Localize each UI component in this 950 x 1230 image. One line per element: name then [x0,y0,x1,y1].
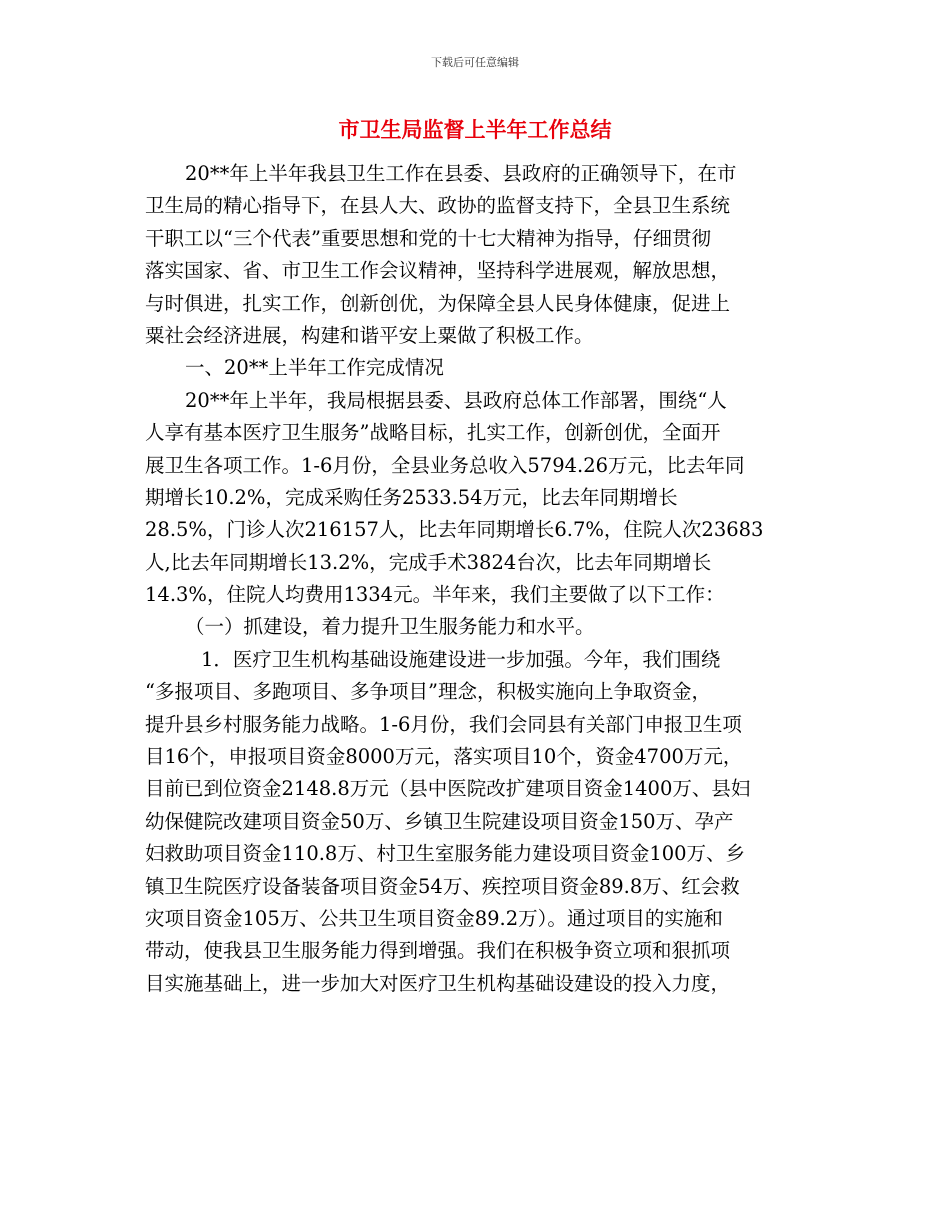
paragraph-line: 28.5%，门诊人次216157人，比去年同期增长6.7%，住院人次23683 [145,518,764,542]
paragraph-line: 幼保健院改建项目资金50万、乡镇卫生院建设项目资金150万、孕产 [145,809,734,833]
paragraph-line: 目前已到位资金2148.8万元（县中医院改扩建项目资金1400万、县妇 [145,777,751,801]
paragraph-line: 20**年上半年我县卫生工作在县委、县政府的正确领导下，在市 [185,162,737,185]
paragraph-line: “多报项目、多跑项目、多争项目”理念，积极实施向上争取资金， [145,680,711,704]
paragraph-line: 目16个，申报项目资金8000万元，落实项目10个，资金4700万元， [145,745,743,769]
paragraph-line: 粟社会经济进展，构建和谐平安上粟做了积极工作。 [145,323,594,347]
paragraph-line: 人,比去年同期增长13.2%，完成手术3824台次，比去年同期增长 [145,550,712,574]
subsection-heading: （一）抓建设，着力提升卫生服务能力和水平。 [185,615,595,639]
paragraph-line: 目实施基础上，进一步加大对医疗卫生机构基础设建设的投入力度， [145,971,731,995]
paragraph-line: 妇救助项目资金110.8万、村卫生室服务能力建设项目资金100万、乡 [145,842,746,866]
section-heading: 一、20**上半年工作完成情况 [185,356,444,380]
paragraph-line: 镇卫生院医疗设备装备项目资金54万、疾控项目资金89.8万、红会救 [145,874,740,898]
paragraph-line: 卫生局的精心指导下，在县人大、政协的监督支持下，全县卫生系统 [145,194,731,218]
paragraph-line: 期增长10.2%，完成采购任务2533.54万元，比去年同期增长 [145,485,678,509]
paragraph-line: 提升县乡村服务能力战略。1-6月份，我们会同县有关部门申报卫生项 [145,712,742,736]
paragraph-line: 20**年上半年，我局根据县委、县政府总体工作部署，围绕“人 [185,388,727,412]
paragraph-line: 灾项目资金105万、公共卫生项目资金89.2万）。通过项目的实施和 [145,906,723,930]
paragraph-line: 与时俱进，扎实工作，创新创优，为保障全县人民身体健康，促进上 [145,291,731,315]
paragraph-line: 人享有基本医疗卫生服务”战略目标，扎实工作，创新创优，全面开 [145,421,721,445]
document-body [145,158,813,1000]
paragraph-line: 带动，使我县卫生服务能力得到增强。我们在积极争资立项和狠抓项 [145,939,731,963]
paragraph-line: 干职工以“三个代表”重要思想和党的十七大精神为指导，仔细贯彻 [145,226,711,250]
paragraph-line: 展卫生各项工作。1-6月份，全县业务总收入5794.26万元，比去年同 [145,453,745,477]
paragraph-line: 1．医疗卫生机构基础设施建设进一步加强。今年，我们围绕 [201,647,721,671]
document-title: 市卫生局监督上半年工作总结 [338,118,612,142]
paragraph-line: 14.3%，住院人均费用1334元。半年来，我们主要做了以下工作： [145,583,725,607]
page-header: 下载后可任意编辑 [431,56,519,69]
paragraph-line: 落实国家、省、市卫生工作会议精神，坚持科学进展观，解放思想， [145,259,731,283]
